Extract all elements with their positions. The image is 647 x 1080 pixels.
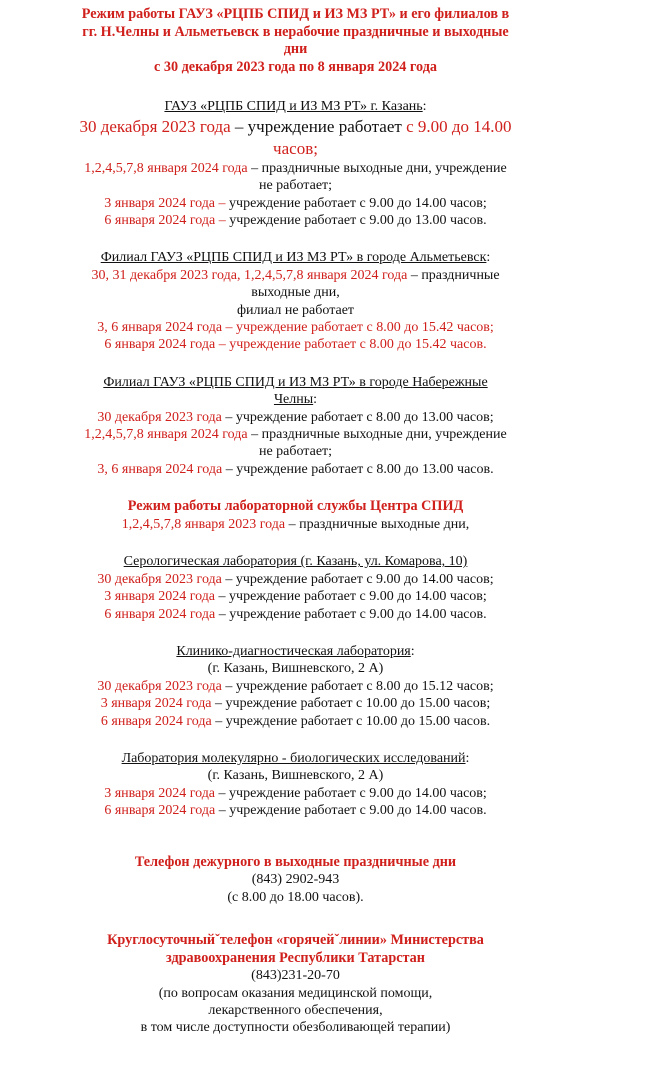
date-label: 30, 31 декабря 2023 года, 1,2,4,5,7,8 января 2024 года — [91, 267, 408, 283]
lab-address: (г. Казань, Вишневского, 2 А) — [207, 768, 384, 784]
hotline-note: (по вопросам оказания медицинской помощи, — [158, 985, 433, 1001]
schedule-row — [0, 409, 591, 426]
date-label: 3 января 2024 года – — [104, 195, 226, 211]
schedule-text: – учреждение работает с 9.00 до 14.00 часов. — [215, 606, 487, 622]
schedule-text: – праздничные выходные дни, учреждение — [247, 160, 507, 176]
schedule-row — [0, 461, 591, 478]
schedule-text: – праздничные — [407, 267, 500, 283]
schedule-text: – учреждение работает с 9.00 до 14.00 часов; — [221, 571, 494, 587]
duty-phone-hours: (с 8.00 до 18.00 часов). — [227, 889, 364, 905]
title-line: дни — [283, 41, 308, 58]
section-heading-text: ГАУЗ «РЦПБ СПИД и ИЗ МЗ РТ» г. Казань — [164, 99, 423, 115]
schedule-row-continuation: выходные дни, — [251, 285, 340, 301]
schedule-row-continuation: не работает; — [258, 444, 333, 460]
date-label: 3, 6 января 2024 года — [97, 461, 223, 477]
lab-section — [0, 498, 591, 533]
schedule-row-continuation: филиал не работает — [236, 302, 355, 318]
date-label: 1,2,4,5,7,8 января 2024 года — [84, 160, 248, 176]
date-label: 6 января 2024 года — [104, 606, 216, 622]
section-heading-text: Лаборатория молекулярно - биологических исследований — [121, 750, 466, 766]
schedule-row — [0, 516, 591, 533]
hotline-section — [0, 932, 591, 1037]
date-label: 30 декабря 2023 года — [97, 571, 222, 587]
hours-label: с 9.00 до 14.00 — [401, 116, 512, 136]
title-line: Режим работы ГАУЗ «РЦПБ СПИД и ИЗ МЗ РТ» и его филиалов в — [81, 6, 510, 22]
date-label: 6 января 2024 года – — [104, 213, 226, 228]
title-line: с 30 декабря 2023 года по 8 января 2024 года — [154, 58, 437, 75]
date-label: 3 января 2024 года — [100, 696, 212, 712]
schedule-text: – учреждение работает с 8.00 до 13.00 часов; — [221, 409, 494, 425]
schedule-row — [0, 606, 591, 623]
heading-colon: : — [313, 392, 318, 408]
section-heading — [0, 750, 591, 767]
date-label: 30 декабря 2023 года — [97, 409, 222, 425]
schedule-text: – учреждение работает с 9.00 до 14.00 часов. — [215, 803, 487, 819]
hotline-title: здравоохранения Республики Татарстан — [166, 949, 425, 966]
schedule-text: – учреждение работает с 9.00 до 14.00 часов; — [215, 785, 487, 801]
hotline-phone-number: (843)231-20-70 — [251, 968, 340, 984]
schedule-row — [0, 212, 591, 229]
schedule-text: – учреждение работает с 8.00 до 13.00 часов. — [222, 461, 494, 477]
date-label: 1,2,4,5,7,8 января 2023 года — [121, 516, 286, 532]
schedule-row — [0, 678, 591, 695]
schedule-text: – учреждение работает с 9.00 до 14.00 часов; — [215, 589, 487, 605]
date-label: 3 января 2024 года — [104, 589, 216, 605]
schedule-row — [0, 695, 591, 712]
schedule-text: – праздничные выходные дни, учреждение — [247, 427, 507, 443]
schedule-row — [0, 713, 591, 730]
lab-title: Режим работы лабораторной службы Центра СПИД — [127, 498, 464, 515]
duty-phone-section — [0, 854, 591, 906]
schedule-row — [0, 195, 591, 212]
kazan-section — [0, 98, 591, 229]
section-heading-text: Челны — [273, 392, 314, 408]
schedule-row — [0, 116, 591, 138]
section-heading-text: Серологическая лаборатория (г. Казань, ул. Комарова, 10) — [123, 554, 468, 570]
hotline-title: Круглосуточныйˇтелефон «горячейˇлинии» Министерства — [107, 931, 484, 948]
section-heading — [0, 98, 591, 115]
schedule-row — [0, 426, 591, 443]
schedule-text: – учреждение работает с 8.00 до 15.12 часов; — [221, 678, 494, 694]
duty-phone-number: (843) 2902-943 — [251, 872, 340, 888]
heading-colon: : — [486, 250, 491, 266]
chelny-section — [0, 374, 591, 478]
section-heading-text: Филиал ГАУЗ «РЦПБ СПИД и ИЗ МЗ РТ» в городе Альметьевск — [100, 250, 487, 266]
serology-section — [0, 553, 591, 623]
lab-address: (г. Казань, Вишневского, 2 А) — [207, 661, 384, 677]
date-label: 6 января 2024 года — [104, 803, 216, 819]
heading-colon: : — [465, 750, 470, 766]
schedule-row — [0, 785, 591, 802]
date-label: 3 января 2024 года — [104, 785, 216, 801]
title-line: гг. Н.Челны и Альметьевск в нерабочие праздничные и выходные — [82, 23, 509, 40]
schedule-row — [0, 267, 591, 284]
section-heading-text: Филиал ГАУЗ «РЦПБ СПИД и ИЗ МЗ РТ» в городе Набережные — [103, 374, 488, 390]
schedule-text: учреждение работает с 9.00 до 14.00 часов; — [225, 195, 487, 211]
date-label: 1,2,4,5,7,8 января 2024 года — [84, 427, 248, 443]
schedule-row: 3, 6 января 2024 года – учреждение работает с 8.00 до 15.42 часов; — [97, 320, 494, 336]
heading-colon: : — [422, 99, 427, 115]
schedule-text: учреждение работает с 9.00 до 13.00 часов. — [225, 213, 487, 228]
schedule-row-continuation: часов; — [273, 138, 318, 158]
section-heading — [0, 249, 591, 266]
duty-phone-title: Телефон дежурного в выходные праздничные дни — [134, 853, 457, 870]
date-label: 6 января 2024 года — [100, 713, 212, 729]
schedule-text: – учреждение работает с 10.00 до 15.00 часов; — [211, 696, 491, 712]
hotline-note: лекарственного обеспечения, — [208, 1002, 383, 1018]
schedule-row — [0, 588, 591, 605]
date-label: 30 декабря 2023 года — [97, 678, 222, 694]
clinical-section — [0, 643, 591, 730]
schedule-row — [0, 571, 591, 588]
date-label: 30 декабря 2023 года — [79, 116, 231, 136]
schedule-row — [0, 160, 591, 177]
section-heading — [0, 391, 591, 408]
schedule-row — [0, 802, 591, 819]
schedule-text: – учреждение работает — [230, 116, 402, 136]
document-title — [0, 6, 591, 76]
molecular-section — [0, 750, 591, 820]
section-heading — [0, 643, 591, 660]
schedule-row: 6 января 2024 года – учреждение работает с 8.00 до 15.42 часов. — [104, 337, 487, 353]
schedule-text: – учреждение работает с 10.00 до 15.00 часов. — [211, 713, 491, 729]
almetyevsk-section — [0, 249, 591, 353]
schedule-text: – праздничные выходные дни, — [285, 516, 470, 532]
section-heading-text: Клинико-диагностическая лаборатория — [176, 643, 411, 659]
heading-colon: : — [410, 643, 415, 659]
hotline-note: в том числе доступности обезболивающей терапии) — [140, 1020, 451, 1036]
schedule-row-continuation: не работает; — [258, 178, 333, 194]
